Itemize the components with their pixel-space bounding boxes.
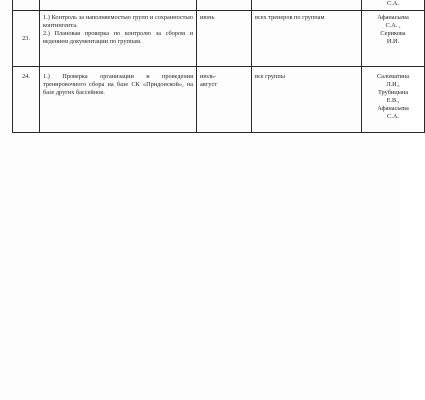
table-row-24 <box>13 67 425 133</box>
event-description <box>40 11 197 67</box>
responsible-tail: С.А. <box>387 0 399 7</box>
event-line: 1.) Контроль за наполняемостью групп и сохранностью контингента. <box>43 14 193 29</box>
cell-responsible <box>362 0 425 11</box>
plan-table <box>12 0 425 133</box>
row-number: 23. <box>13 11 40 67</box>
responsible-line: С.А. , <box>385 22 401 29</box>
event-responsible <box>362 67 425 133</box>
cell-participants <box>252 0 362 11</box>
cell-date <box>197 0 252 11</box>
event-date <box>197 67 252 133</box>
responsible-line: Серикова <box>380 30 406 37</box>
event-participants: все группы <box>252 67 362 133</box>
event-responsible <box>362 11 425 67</box>
responsible-line: Афанасьева <box>377 14 409 21</box>
event-participants: всех тренеров по группам <box>252 11 362 67</box>
responsible-line: Трубицына <box>377 89 409 96</box>
event-date: июнь <box>197 11 252 67</box>
responsible-line: Е.В., <box>386 97 400 104</box>
cell-event <box>40 0 197 11</box>
row-number: 24. <box>13 67 40 133</box>
event-description <box>40 67 197 133</box>
date-line: август <box>200 81 218 88</box>
responsible-line: Саломатина <box>376 73 410 80</box>
event-line: 1.) Проверка организации и проведения тренировочного сбора на базе СК «Придонской», на базе других бассейнов. <box>43 73 193 96</box>
responsible-line: С.А. <box>387 113 399 120</box>
cell-number <box>13 0 40 11</box>
event-line: 2.) Плановая проверка по контролю за сбором и ведением документации по группам. <box>43 30 193 45</box>
table-row-23 <box>13 11 425 67</box>
responsible-line: И.И. <box>386 38 400 45</box>
table-row-previous-tail <box>13 0 425 11</box>
responsible-line: Афанасьева <box>377 105 409 112</box>
date-line: июль- <box>200 73 217 80</box>
responsible-line: Л.И., <box>386 81 400 88</box>
